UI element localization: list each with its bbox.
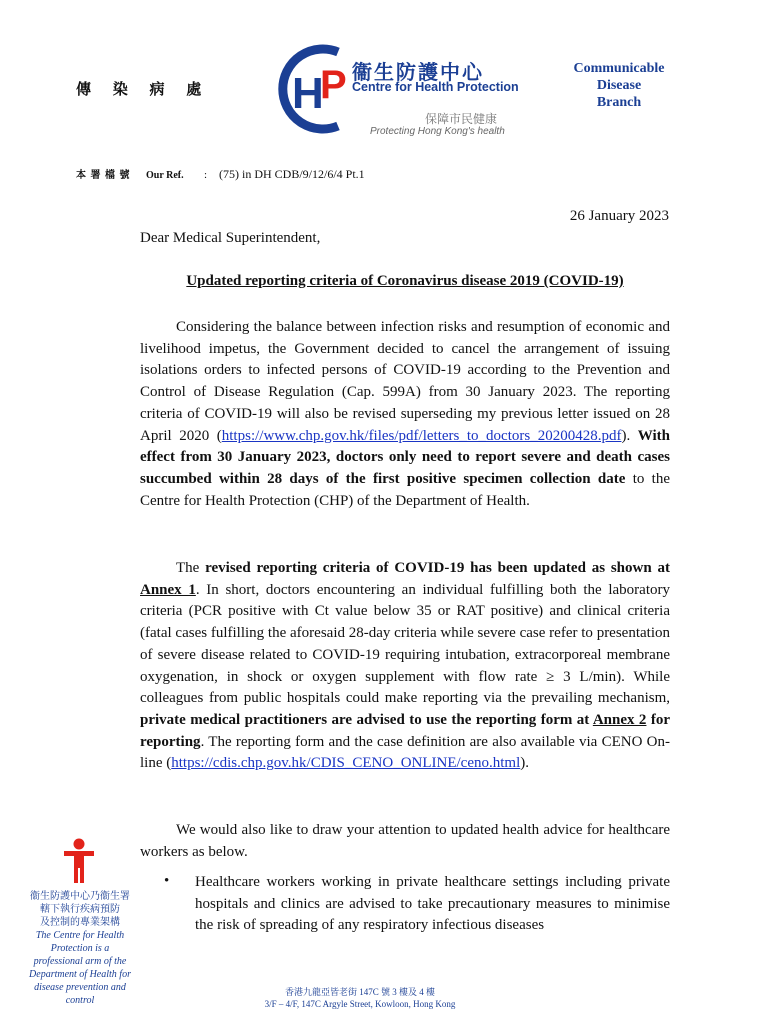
ref-colon: :: [204, 169, 208, 181]
bullet-icon: •: [164, 873, 170, 889]
logo-tagline-english: Protecting Hong Kong's health: [370, 126, 505, 137]
ref-value: (75) in DH CDB/9/12/6/4 Pt.1: [219, 167, 365, 181]
paragraph-3: We would also like to draw your attention to updated health advice for healthcare workers as below.: [140, 822, 670, 860]
letter-date: 26 January 2023: [569, 208, 669, 224]
previous-letter-link[interactable]: https://www.chp.gov.hk/files/pdf/letters_to_doctors_20200428.pdf: [221, 427, 622, 444]
address-english: 3/F – 4/F, 147C Argyle Street, Kowloon, Hong Kong: [264, 999, 456, 1009]
ref-label-chinese: 本 署 檔 號: [76, 170, 131, 181]
side-note: 衞生防護中心乃衞生署 轄下執行疾病預防 及控制的專業架構 The Centre for Health Protection is a professional arm of the Department of Health for disease prevention and control: [29, 891, 131, 1006]
logo-letters: H: [292, 69, 324, 118]
svg-text:P: P: [320, 63, 347, 107]
reference-line: [76, 166, 365, 182]
person-emblem-icon: [62, 838, 96, 884]
ceno-online-link[interactable]: https://cdis.chp.gov.hk/CDIS_CENO_ONLINE/ceno.html: [171, 755, 521, 772]
annex-1-reference: Annex 1: [140, 581, 196, 598]
logo-tagline-chinese: 保障市民健康: [425, 112, 498, 126]
address-chinese: 香港九龍亞皆老街 147C 號 3 樓及 4 樓: [284, 987, 435, 997]
logo-chinese-name: 衞生防護中心: [352, 60, 484, 84]
branch-name-english: Communicable Disease Branch: [573, 61, 665, 110]
salutation: Dear Medical Superintendent,: [140, 230, 321, 246]
branch-name-chinese: 傳 染 病 處: [76, 82, 211, 98]
paragraph-2: The revised reporting criteria of COVID-19 has been updated as shown at Annex 1. In short, doctors encountering an individual fulfilling both the laboratory criteria (PCR positive with Ct value below 35 or RAT positive) and clinical criteria (fatal cases fulfilling the aforesaid 28-day criteria while severe case refer to presentation of severe disease related to COVID-19 requiring intubation, extracorporeal membrane oxygenation, in shock or oxygen supplement with flow rate ≥ 3 L/min). While colleagues from public hospitals could make reporting via the prevailing mechanism, private medical practitioners are advised to use the reporting form at Annex 2 for reporting. The reporting form and the case definition are also available via CENO On-line (https://cdis.chp.gov.hk/CDIS_CENO_ONLINE/ceno.html).: [140, 560, 670, 772]
letter-subject: Updated reporting criteria of Coronavirus disease 2019 (COVID-19): [186, 273, 624, 289]
logo-english-name: Centre for Health Protection: [352, 80, 519, 94]
footer-address: [140, 986, 580, 1010]
effective-date-statement: With effect from 30 January 2023, doctors only need to report severe and death cases succumbed within 28 days of the first positive specimen collection date: [140, 427, 670, 487]
bullet-item-1: Healthcare workers working in private healthcare settings including private hospitals and clinics are advised to take precautionary measures to minimise the risk of spreading of any respiratory infectious diseases: [195, 874, 670, 934]
ref-label-english: Our Ref.: [146, 170, 184, 181]
annex-2-reference: Annex 2: [592, 711, 647, 728]
paragraph-1: Considering the balance between infection risks and resumption of economic and livelihood impetus, the Government decided to cancel the arrangement of issuing isolations orders to infected persons of COVID-19 according to the Prevention and Control of Disease Regulation (Cap. 599A) from 30 January 2023. The reporting criteria of COVID-19 will also be revised superseding my previous letter issued on 28 April 2020 (https://www.chp.gov.hk/files/pdf/letters_to_doctors_20200428.pdf). With effect from 30 January 2023, doctors only need to report severe and death cases succumbed within 28 days of the first positive specimen collection date to the Centre for Health Protection (CHP) of the Department of Health.: [140, 319, 671, 509]
